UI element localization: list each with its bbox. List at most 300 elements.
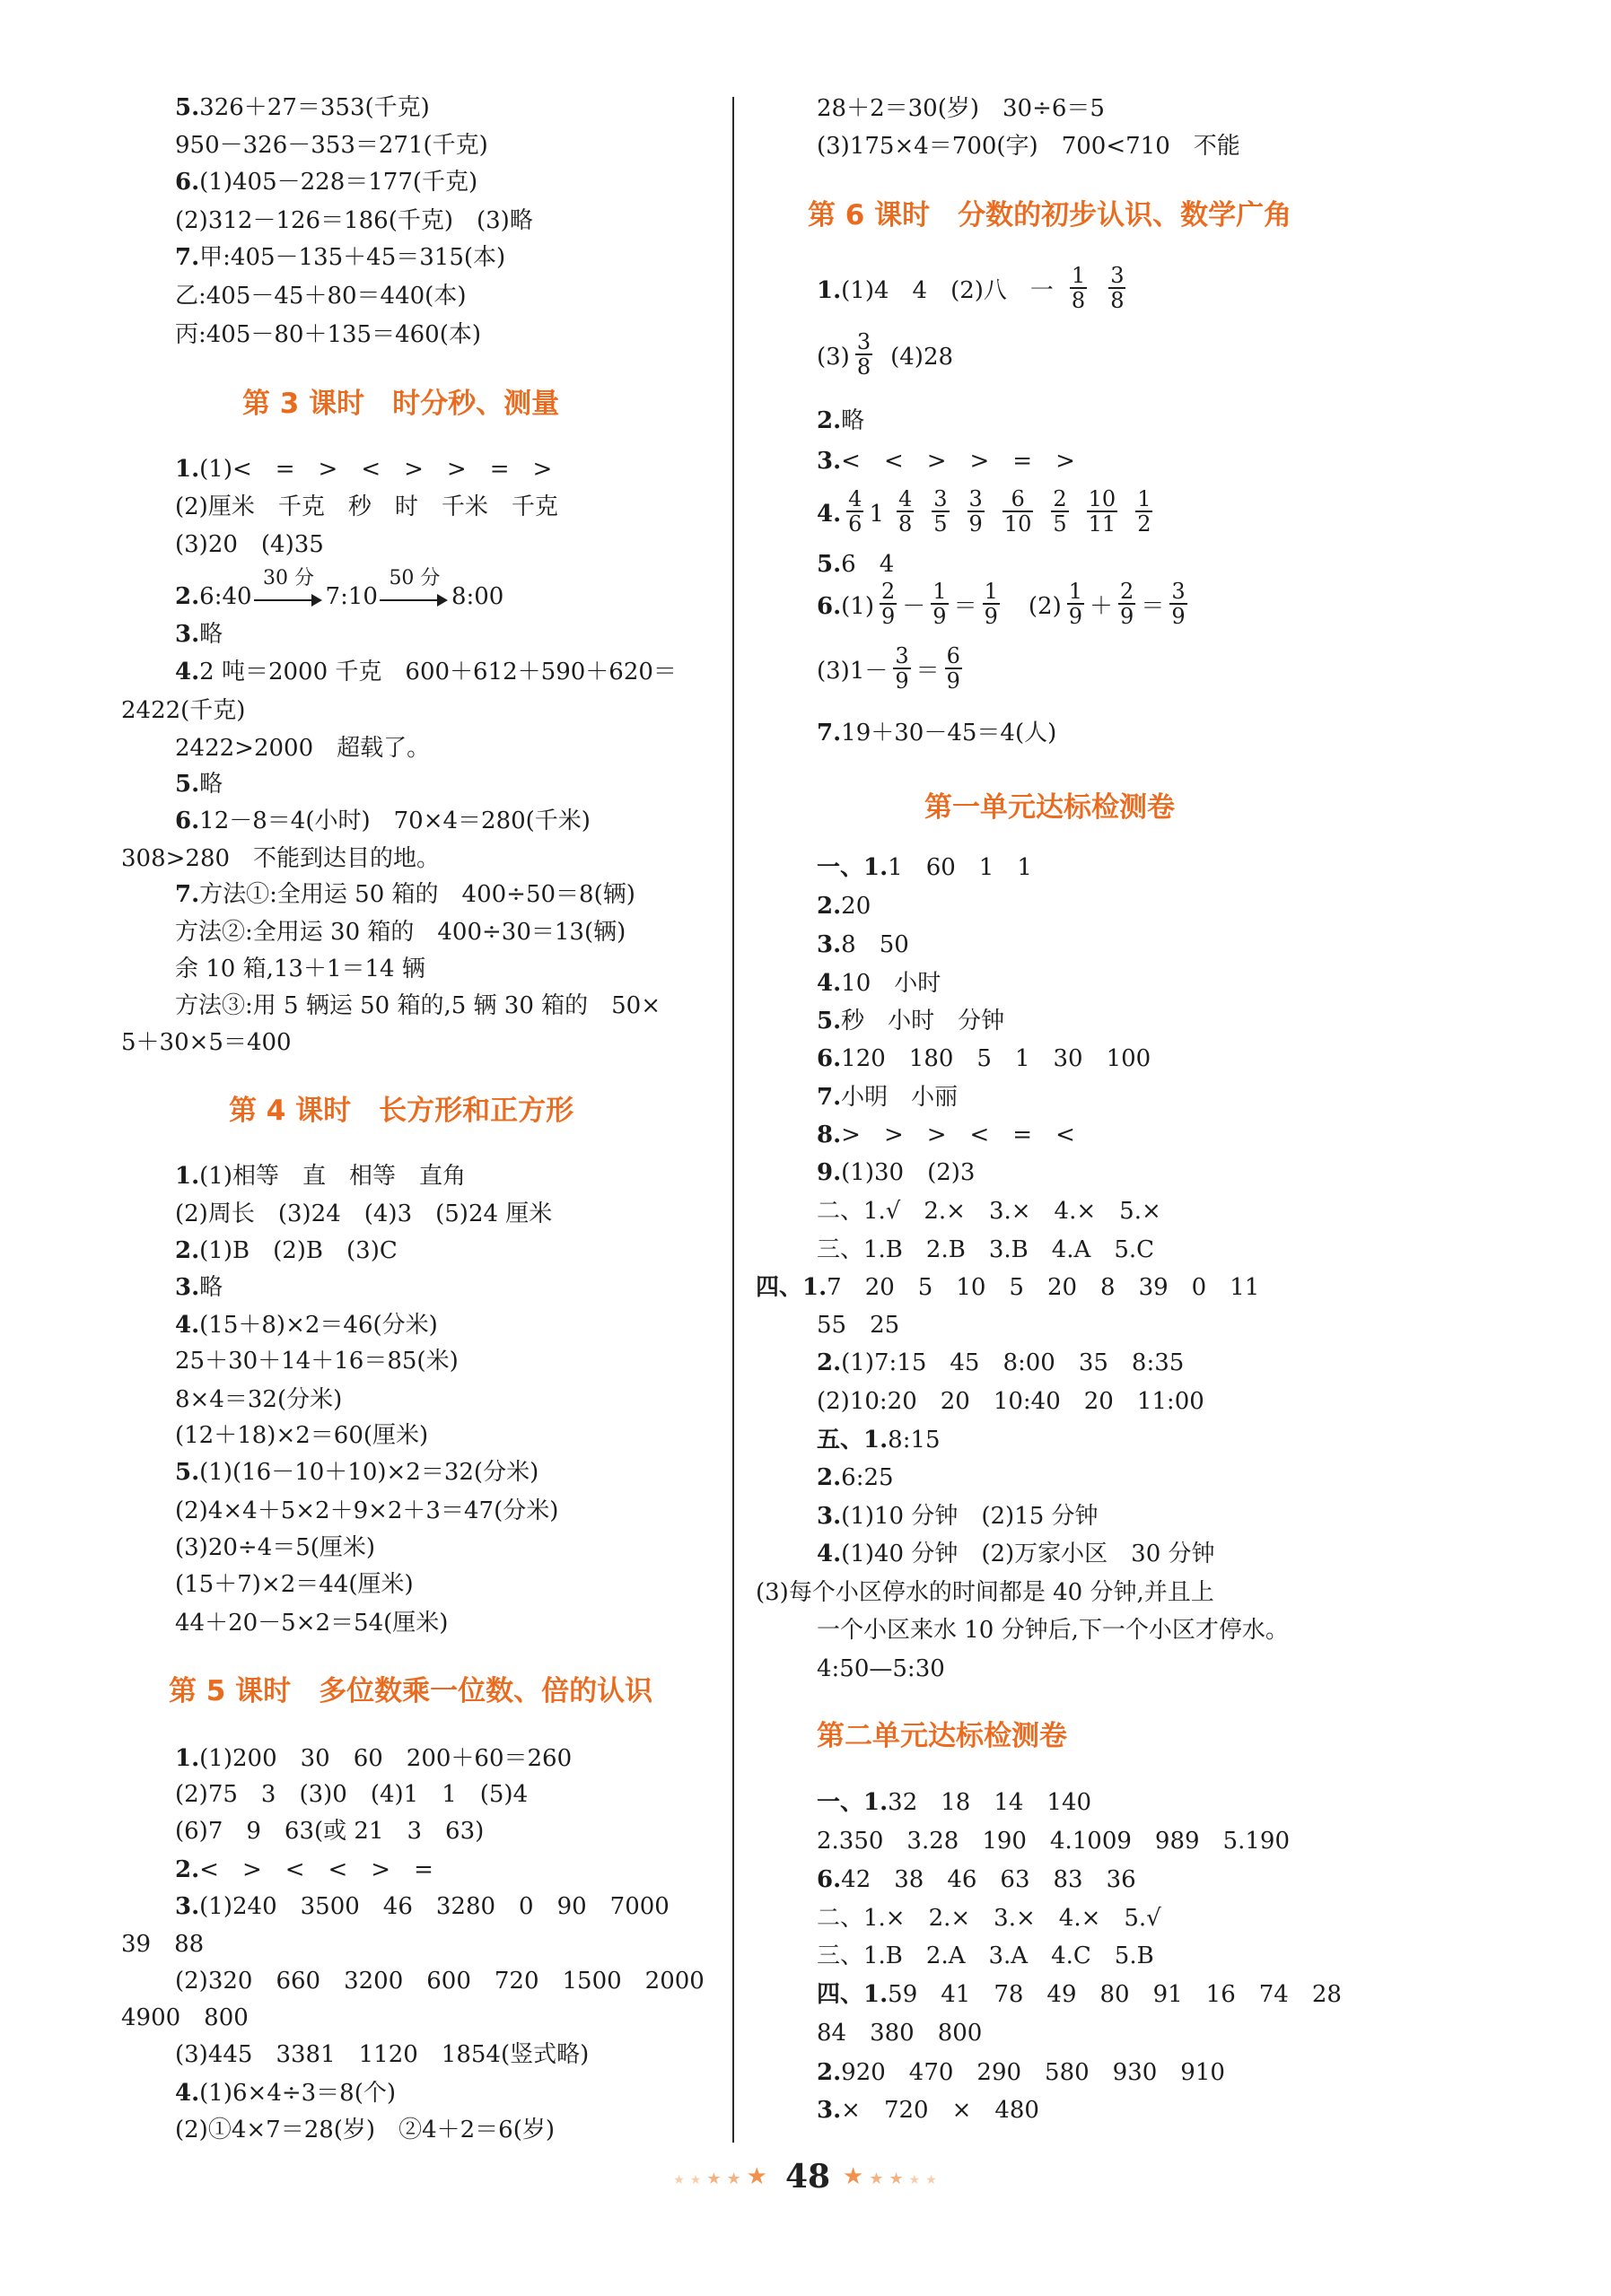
right_column-line (817, 1425, 941, 1455)
fraction (1169, 580, 1186, 628)
denominator: 5 (1053, 511, 1067, 537)
right_column-heading: 第二单元达标检测卷 (817, 1720, 1067, 1752)
denominator: 9 (895, 668, 909, 694)
line-text: (1)(16－10＋10)×2＝32(分米) (199, 1459, 539, 1486)
item-number: 3. (175, 1893, 200, 1920)
line-text: (12＋18)×2＝60(厘米) (175, 1422, 429, 1449)
fraction (1108, 264, 1125, 312)
line-text: (2)厘米 千克 秒 时 千米 千克 (175, 493, 558, 520)
numerator: 2 (1120, 579, 1134, 604)
column-divider (732, 97, 734, 2143)
footer-stars-right: ★★★★★ (843, 2163, 942, 2190)
right_column-line (817, 264, 1131, 318)
right_column-line (817, 1082, 958, 1113)
left_column-line (175, 1346, 459, 1376)
left_column-line (175, 1966, 705, 1996)
line-text: 6 4 (841, 551, 895, 578)
fraction (945, 644, 962, 693)
left_column-line (175, 1855, 433, 1885)
item-number: 1. (175, 456, 200, 483)
left_column-line (175, 769, 223, 799)
denominator: 9 (1120, 604, 1134, 629)
item-number: 7. (175, 244, 200, 271)
item-number: 3. (175, 621, 200, 648)
left_column-line (121, 695, 245, 726)
line-text: 略 (199, 621, 223, 648)
line-text: 甲:405－135＋45＝315(本) (199, 244, 506, 271)
line-text: 25＋30＋14＋16＝85(米) (175, 1348, 459, 1375)
denominator: 5 (933, 511, 948, 537)
line-text: (1)10 分钟 (2)15 分钟 (841, 1503, 1099, 1530)
right_column-line (817, 1941, 1154, 1971)
numerator: 3 (1110, 263, 1125, 288)
line-text: > > > < = < (841, 1122, 1075, 1148)
right_column-line (817, 1120, 1075, 1150)
left_column-line (175, 1272, 223, 1303)
left_column-line (175, 733, 430, 764)
item-number: 6. (817, 1045, 842, 1072)
item-number: 3. (817, 448, 842, 475)
left_column-line (175, 130, 488, 161)
item-number: 7. (175, 881, 200, 908)
line-text: (2)周长 (3)24 (4)3 (5)24 厘米 (175, 1200, 553, 1227)
left_column-line (175, 1235, 398, 1266)
numerator: 4 (897, 486, 913, 511)
line-text: 一个小区来水 10 分钟后,下一个小区才停水。 (817, 1617, 1289, 1644)
right_column-line (817, 968, 941, 999)
left_column-line (175, 1532, 375, 1563)
denominator: 8 (897, 511, 913, 537)
line-text: 39 88 (121, 1931, 205, 1958)
item-number: 9. (817, 1159, 842, 1186)
fraction (1087, 487, 1118, 536)
item-number: 7. (817, 720, 842, 746)
right_column-line (817, 1157, 975, 1188)
left_column-line (175, 1569, 414, 1600)
line-text: 8:15 (888, 1427, 941, 1454)
right_column-line (817, 580, 1193, 633)
line-text: 6:40 (199, 583, 252, 610)
item-number: 5. (817, 1008, 842, 1035)
fraction (931, 580, 948, 628)
line-text: (3)445 3381 1120 1854(竖式略) (175, 2041, 590, 2068)
right_column-heading: 第 6 课时 分数的初步认识、数学广角 (808, 199, 1292, 231)
line-text: (3)每个小区停水的时间都是 40 分钟,并且上 (756, 1579, 1214, 1606)
line-text: 小明 小丽 (841, 1084, 959, 1111)
numerator: 3 (895, 643, 909, 668)
item-number: 4. (175, 2080, 200, 2107)
right_column-line (817, 1348, 1184, 1378)
item-number: 5. (817, 551, 842, 578)
prefix-text: (1) (841, 593, 874, 620)
left_column-line (175, 1420, 428, 1451)
line-text: (3)20 (4)35 (175, 531, 324, 558)
item-number: 4. (175, 1312, 200, 1339)
right_column-line (817, 930, 909, 960)
line-text: (3)175×4＝700(字) 700<710 不能 (817, 133, 1240, 160)
arrow-label: 50 分 (389, 567, 441, 589)
left_column-line (175, 917, 626, 947)
left_column-line (175, 1199, 552, 1229)
line-text: 4:50—5:30 (817, 1655, 945, 1682)
fraction (1135, 487, 1152, 536)
numerator: 6 (1002, 487, 1034, 512)
fraction-equation (1028, 579, 1193, 629)
line-text: 秒 小时 分钟 (841, 1008, 1005, 1035)
line-text: 12－8＝4(小时) 70×4＝280(千米) (199, 808, 591, 834)
line-text: 7:10 (325, 583, 378, 610)
item-number: 4. (817, 1541, 842, 1567)
denominator: 8 (856, 354, 871, 380)
line-text: 二、1.× 2.× 3.× 4.× 5.√ (817, 1905, 1161, 1932)
spacer (1005, 593, 1029, 620)
left_column-line (175, 205, 533, 236)
line-text: (1)240 3500 46 3280 0 90 7000 (199, 1893, 670, 1920)
fraction (1002, 487, 1034, 536)
item-number: 5. (175, 771, 200, 798)
numerator: 6 (946, 643, 960, 668)
right_column-line (817, 1864, 1136, 1895)
fraction (1118, 580, 1135, 628)
line-text: 2.350 3.28 190 4.1009 989 5.190 (817, 1828, 1290, 1855)
line-text: (1)40 分钟 (2)万家小区 30 分钟 (841, 1541, 1215, 1567)
right_column-line (817, 1006, 1004, 1036)
right_column-line (817, 1539, 1215, 1569)
line-text: 三、1.B 2.A 3.A 4.C 5.B (817, 1942, 1154, 1969)
numerator: 3 (1171, 579, 1186, 604)
line-text: (15＋8)×2＝46(分米) (199, 1312, 438, 1339)
item-number: 7. (817, 1084, 842, 1111)
line-text: (2)320 660 3200 600 720 1500 2000 (175, 1968, 705, 1995)
item-number: 5. (175, 1459, 200, 1486)
left_column-line (175, 1496, 558, 1526)
numerator: 1 (1068, 579, 1083, 604)
left_column-line (175, 492, 558, 522)
item-number: 1. (175, 1745, 200, 1772)
right_column-line (817, 1903, 1161, 1934)
left_column-line (175, 1743, 572, 1774)
line-text: 10 小时 (841, 970, 941, 997)
right_column-line (817, 1979, 1342, 2010)
left_column-line (175, 167, 477, 197)
numerator: 3 (968, 486, 983, 511)
left_column-line (175, 1779, 528, 1810)
numerator: 4 (848, 486, 862, 511)
line-text: (2)312－126＝186(千克) (3)略 (175, 207, 533, 234)
item-number: 2. (175, 583, 200, 610)
line-text: 8:00 (451, 583, 504, 610)
right_column-line (817, 852, 1032, 883)
right_column-line (756, 1577, 1214, 1608)
line-text: 1 60 1 1 (888, 854, 1032, 881)
right_column-line (817, 718, 1056, 748)
left_column-line (175, 806, 591, 836)
fraction (880, 580, 897, 628)
line-text: 三、1.B 2.B 3.B 4.A 5.C (817, 1236, 1155, 1263)
fraction (1070, 264, 1087, 312)
right_column-line (817, 1501, 1099, 1532)
line-text: (3)20÷4＝5(厘米) (175, 1534, 376, 1561)
line-text: (2)①4×7＝28(岁) ②4＋2＝6(岁) (175, 2117, 555, 2143)
item-number: 6. (175, 808, 200, 834)
denominator: 9 (984, 604, 998, 629)
item-number: 5. (175, 94, 200, 121)
line-text: 方法③:用 5 辆运 50 箱的,5 辆 30 箱的 50× (175, 992, 661, 1019)
left_column-heading: 第 5 课时 多位数乘一位数、倍的认识 (169, 1675, 653, 1707)
right_column-line (817, 2018, 982, 2048)
denominator: 9 (946, 668, 960, 694)
right_column-heading: 第一单元达标检测卷 (924, 791, 1175, 824)
prefix-text: (3) (817, 344, 850, 371)
numerator: 3 (856, 329, 871, 354)
arrow-icon (254, 567, 324, 607)
numerator: 2 (881, 579, 896, 604)
right_column-line (817, 1386, 1204, 1417)
line-text: 19＋30－45＝4(人) (841, 720, 1057, 746)
arrow-label: 30 分 (263, 567, 315, 589)
fraction-equation (841, 579, 1005, 629)
left_column-line (175, 92, 430, 123)
left_column-line (175, 1608, 448, 1638)
item-number: 四、1. (756, 1274, 827, 1301)
denominator: 11 (1088, 511, 1116, 537)
line-text: 28＋2＝30(岁) 30÷6＝5 (817, 95, 1105, 122)
fraction (846, 487, 863, 536)
left_column-line (121, 2003, 249, 2033)
right_column-line (817, 93, 1105, 124)
page-footer (556, 2158, 1059, 2203)
arrow-icon (380, 567, 450, 607)
line-text: 59 41 78 49 80 91 16 74 28 (888, 1981, 1342, 2008)
left_column-line (175, 619, 223, 650)
item-number: 6. (175, 169, 200, 196)
line-text: 略 (199, 1274, 223, 1301)
numerator: 3 (933, 486, 948, 511)
line-text: < < > > = > (841, 448, 1075, 475)
line-text: 2422(千克) (121, 697, 246, 724)
line-text: 方法②:全用运 30 箱的 400÷30＝13(辆) (175, 919, 626, 946)
fraction (897, 487, 914, 536)
line-text: 20 (841, 893, 871, 920)
operator: － (902, 593, 926, 620)
line-text: (1)4 4 (2)八 一 (841, 277, 1054, 304)
line-text: < > < < > = (199, 1856, 433, 1883)
line-text: 308>280 不能到达目的地。 (121, 845, 441, 872)
page-number: 48 (784, 2158, 831, 2196)
item-number: 3. (817, 1503, 842, 1530)
right_column-line (817, 131, 1240, 162)
denominator: 9 (968, 511, 983, 537)
line-text: 略 (841, 407, 865, 434)
line-text: 2422>2000 超载了。 (175, 735, 431, 762)
numerator: 1 (1071, 263, 1086, 288)
line-text: (15＋7)×2＝44(厘米) (175, 1571, 414, 1598)
right_column-line (817, 1615, 1289, 1646)
operator: ＝ (915, 658, 940, 685)
numerator: 2 (1053, 486, 1067, 511)
line-text: 丙:405－80＋135＝460(本) (175, 321, 482, 348)
fraction-equation (817, 643, 967, 694)
fraction (1067, 580, 1084, 628)
right_column-line (817, 446, 1075, 476)
prefix-text: (3)1－ (817, 658, 889, 685)
right_column-line (817, 1043, 1151, 1074)
line-text: 2 吨＝2000 千克 600＋612＋590＋620＝ (199, 659, 677, 685)
item-number: 3. (817, 931, 842, 958)
item-number: 4. (817, 970, 842, 997)
item-number: 一、1. (817, 1789, 889, 1816)
line-text: 4900 800 (121, 2004, 249, 2031)
left_column-line (121, 1027, 292, 1058)
line-text: (1)< = > < > > = > (199, 456, 553, 483)
line-text: 1 (869, 501, 884, 528)
line-text: 44＋20－5×2＝54(厘米) (175, 1610, 449, 1637)
right_column-line (817, 891, 871, 921)
line-text: (1)相等 直 相等 直角 (199, 1163, 466, 1190)
line-text: 乙:405－45＋80＝440(本) (175, 283, 467, 310)
denominator: 10 (1003, 511, 1032, 537)
item-number: 2. (817, 2059, 842, 2086)
right_column-line (817, 1826, 1290, 1856)
line-text: 余 10 箱,13＋1＝14 辆 (175, 956, 425, 982)
item-number: 3. (175, 1274, 200, 1301)
item-number: 3. (817, 2097, 842, 2124)
item-number: 五、1. (817, 1427, 889, 1454)
numerator: 10 (1088, 486, 1116, 511)
numerator: 1 (932, 579, 947, 604)
item-number: 4. (175, 659, 200, 685)
item-number: 2. (817, 893, 842, 920)
right_column-line (817, 406, 864, 436)
item-number: 2. (817, 1349, 842, 1376)
left_column-line (121, 843, 440, 874)
operator: ＝ (953, 593, 977, 620)
denominator: 8 (1110, 288, 1125, 313)
item-number: 8. (817, 1122, 842, 1148)
line-text: 方法①:全用运 50 箱的 400÷50＝8(辆) (199, 881, 635, 908)
line-text: 略 (199, 771, 223, 798)
left_column-line (175, 2078, 396, 2108)
line-text: 7 20 5 10 5 20 8 39 0 11 (827, 1274, 1260, 1301)
left_column-line (175, 1384, 342, 1415)
fraction (983, 580, 1000, 628)
line-text: 920 470 290 580 930 910 (841, 2059, 1225, 2086)
left_column-line (175, 281, 466, 311)
footer-stars-left: ★★★★★ (673, 2163, 773, 2190)
fraction (893, 644, 910, 693)
right_column-line (817, 487, 1158, 541)
left_column-line (175, 1816, 484, 1846)
right_column-line (817, 2095, 1039, 2126)
line-text: 950－326－353＝271(千克) (175, 132, 488, 159)
left_column-line (175, 1457, 538, 1488)
denominator: 2 (1137, 511, 1151, 537)
line-text: (2)10:20 20 10:40 20 11:00 (817, 1388, 1204, 1415)
line-text: 8×4＝32(分米) (175, 1386, 343, 1413)
left_column-line (175, 567, 504, 612)
operator: ＋ (1090, 593, 1114, 620)
left_column-line (175, 529, 324, 560)
fraction (932, 487, 949, 536)
right_column-line (817, 1196, 1161, 1227)
numerator: 1 (984, 579, 998, 604)
right_column-line (817, 549, 894, 580)
line-text: 55 25 (817, 1312, 900, 1339)
right_column-line (817, 1787, 1091, 1818)
line-text: (1)405－228＝177(千克) (199, 169, 478, 196)
line-text: (1)200 30 60 200＋60＝260 (199, 1745, 573, 1772)
line-text: 326＋27＝353(千克) (199, 94, 430, 121)
line-text: 二、1.√ 2.× 3.× 4.× 5.× (817, 1198, 1161, 1225)
line-text: 84 380 800 (817, 2020, 983, 2047)
left_column-line (175, 242, 505, 273)
item-number: 6. (817, 1866, 842, 1893)
right_column-line (817, 1235, 1154, 1265)
line-text: 42 38 46 63 83 36 (841, 1866, 1136, 1893)
left_column-line (175, 954, 425, 984)
line-text: (2)75 3 (3)0 (4)1 1 (5)4 (175, 1781, 529, 1808)
line-text: × 720 × 480 (841, 2097, 1039, 2124)
fraction (967, 487, 985, 536)
denominator: 6 (848, 511, 862, 537)
right_column-line (817, 2057, 1225, 2088)
right_column-line (817, 1310, 899, 1340)
line-text: 6:25 (841, 1464, 894, 1491)
left_column-line (175, 1310, 438, 1340)
item-number: 1. (175, 1163, 200, 1190)
left_column-line (175, 319, 481, 350)
denominator: 9 (881, 604, 896, 629)
right_column-line (817, 330, 953, 384)
line-text: 8 50 (841, 931, 909, 958)
item-number: 1. (817, 277, 842, 304)
numerator: 1 (1137, 486, 1151, 511)
left_column-line (175, 991, 661, 1021)
fraction (855, 330, 872, 379)
denominator: 9 (932, 604, 947, 629)
line-text: 120 180 5 1 30 100 (841, 1045, 1151, 1072)
denominator: 9 (1171, 604, 1186, 629)
line-text: (1)7:15 45 8:00 35 8:35 (841, 1349, 1185, 1376)
item-number: 2. (175, 1237, 200, 1264)
left_column-line (121, 1929, 204, 1960)
left_column-line (175, 1161, 466, 1192)
prefix-text: (2) (1028, 593, 1062, 620)
item-number: 2. (175, 1856, 200, 1883)
left_column-line (175, 879, 635, 910)
right_column-line (817, 644, 967, 698)
item-number: 2. (817, 1464, 842, 1491)
item-number: 6. (817, 593, 842, 620)
item-number: 一、1. (817, 854, 889, 881)
left_column-heading: 第 4 课时 长方形和正方形 (229, 1095, 574, 1127)
left_column-line (175, 2115, 555, 2145)
left_column-line (175, 454, 552, 485)
denominator: 8 (1071, 288, 1086, 313)
item-number: 4. (817, 501, 842, 528)
fraction (1051, 487, 1068, 536)
line-text: (2)4×4＋5×2＋9×2＋3＝47(分米) (175, 1497, 559, 1524)
line-text: (1)6×4÷3＝8(个) (199, 2080, 397, 2107)
line-text: (6)7 9 63(或 21 3 63) (175, 1818, 485, 1845)
left_column-heading: 第 3 课时 时分秒、测量 (242, 388, 560, 420)
line-text: 5＋30×5＝400 (121, 1029, 292, 1056)
line-text: (4)28 (890, 344, 954, 371)
line-text: (1)B (2)B (3)C (199, 1237, 398, 1264)
right_column-line (817, 1654, 945, 1684)
left_column-line (175, 2039, 589, 2070)
item-number: 2. (817, 407, 842, 434)
